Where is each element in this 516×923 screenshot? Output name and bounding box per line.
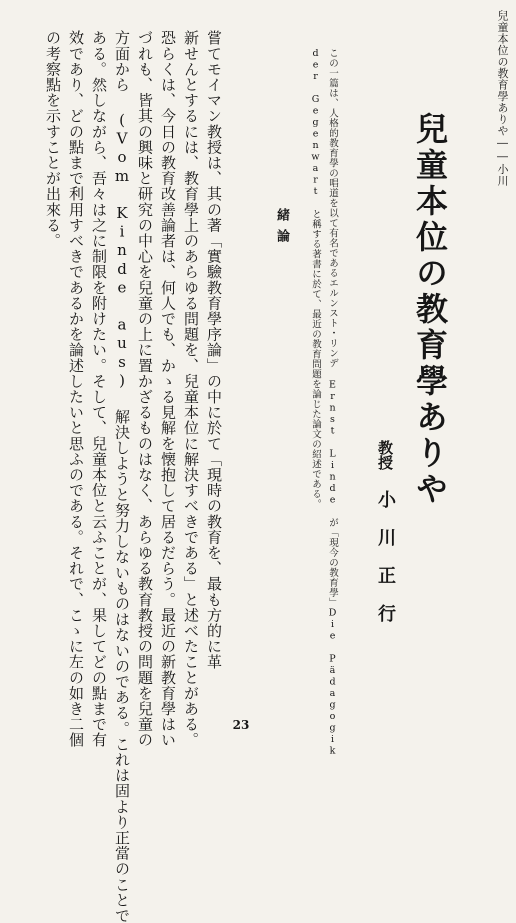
article-title: 兒童本位の教育學ありや	[411, 112, 449, 508]
body-column: づれも、皆其の興味と研究の中心を兒童の上に置かざるものはなく、あらゆる教育教授の問題を兒童の	[136, 30, 154, 748]
body-column: 恐らくは、今日の教育改善論者は、何人でも、かゝる見解を懐抱して居るだらう。最近の新教育學はい	[159, 30, 177, 748]
abstract	[308, 48, 339, 757]
body-column: 嘗てモイマン教授は、其の著「實驗教育學序論」の中に於て「現時の教育を、最も方的に革	[205, 30, 223, 670]
page-number: 23	[232, 718, 250, 732]
body-column: の考察點を示すことが出來る。	[44, 30, 62, 249]
body-column: 新せんとするには、教育學上のあらゆる問題を、兒童本位に解決すべきである」と述べたことがある。	[182, 30, 200, 748]
author-label: 教授	[376, 440, 394, 470]
body-text	[44, 30, 222, 923]
body-column: 方面から (Vom Kinde aus) 解決しようと努力しないものはないのである。これは固より正當のことで	[113, 30, 131, 923]
body-column: 效であり、どの點まで利用すべきであるかを論述したいと思ふのである。それで、こゝに左の如き二個	[67, 30, 85, 748]
section-title: 緒論	[274, 208, 289, 250]
running-head: 兒童本位の教育學ありや――小川	[496, 10, 509, 187]
author-name: 小川正行	[375, 490, 396, 642]
body-column: ある。然しながら、吾々は之に制限を附けたい。そして、兒童本位と云ふことが、果してどの點まで有	[90, 30, 108, 748]
abstract-line: この一篇は、人格的教育學の唱道を以て有名であるエルンスト・リンデ Ernst Linde が「現今の教育學」Die Pädagogik	[327, 48, 338, 757]
abstract-line: der Gegenwart と稱する著書に於て、最近の教育問題を論じた論文の紹述である。	[310, 48, 321, 509]
